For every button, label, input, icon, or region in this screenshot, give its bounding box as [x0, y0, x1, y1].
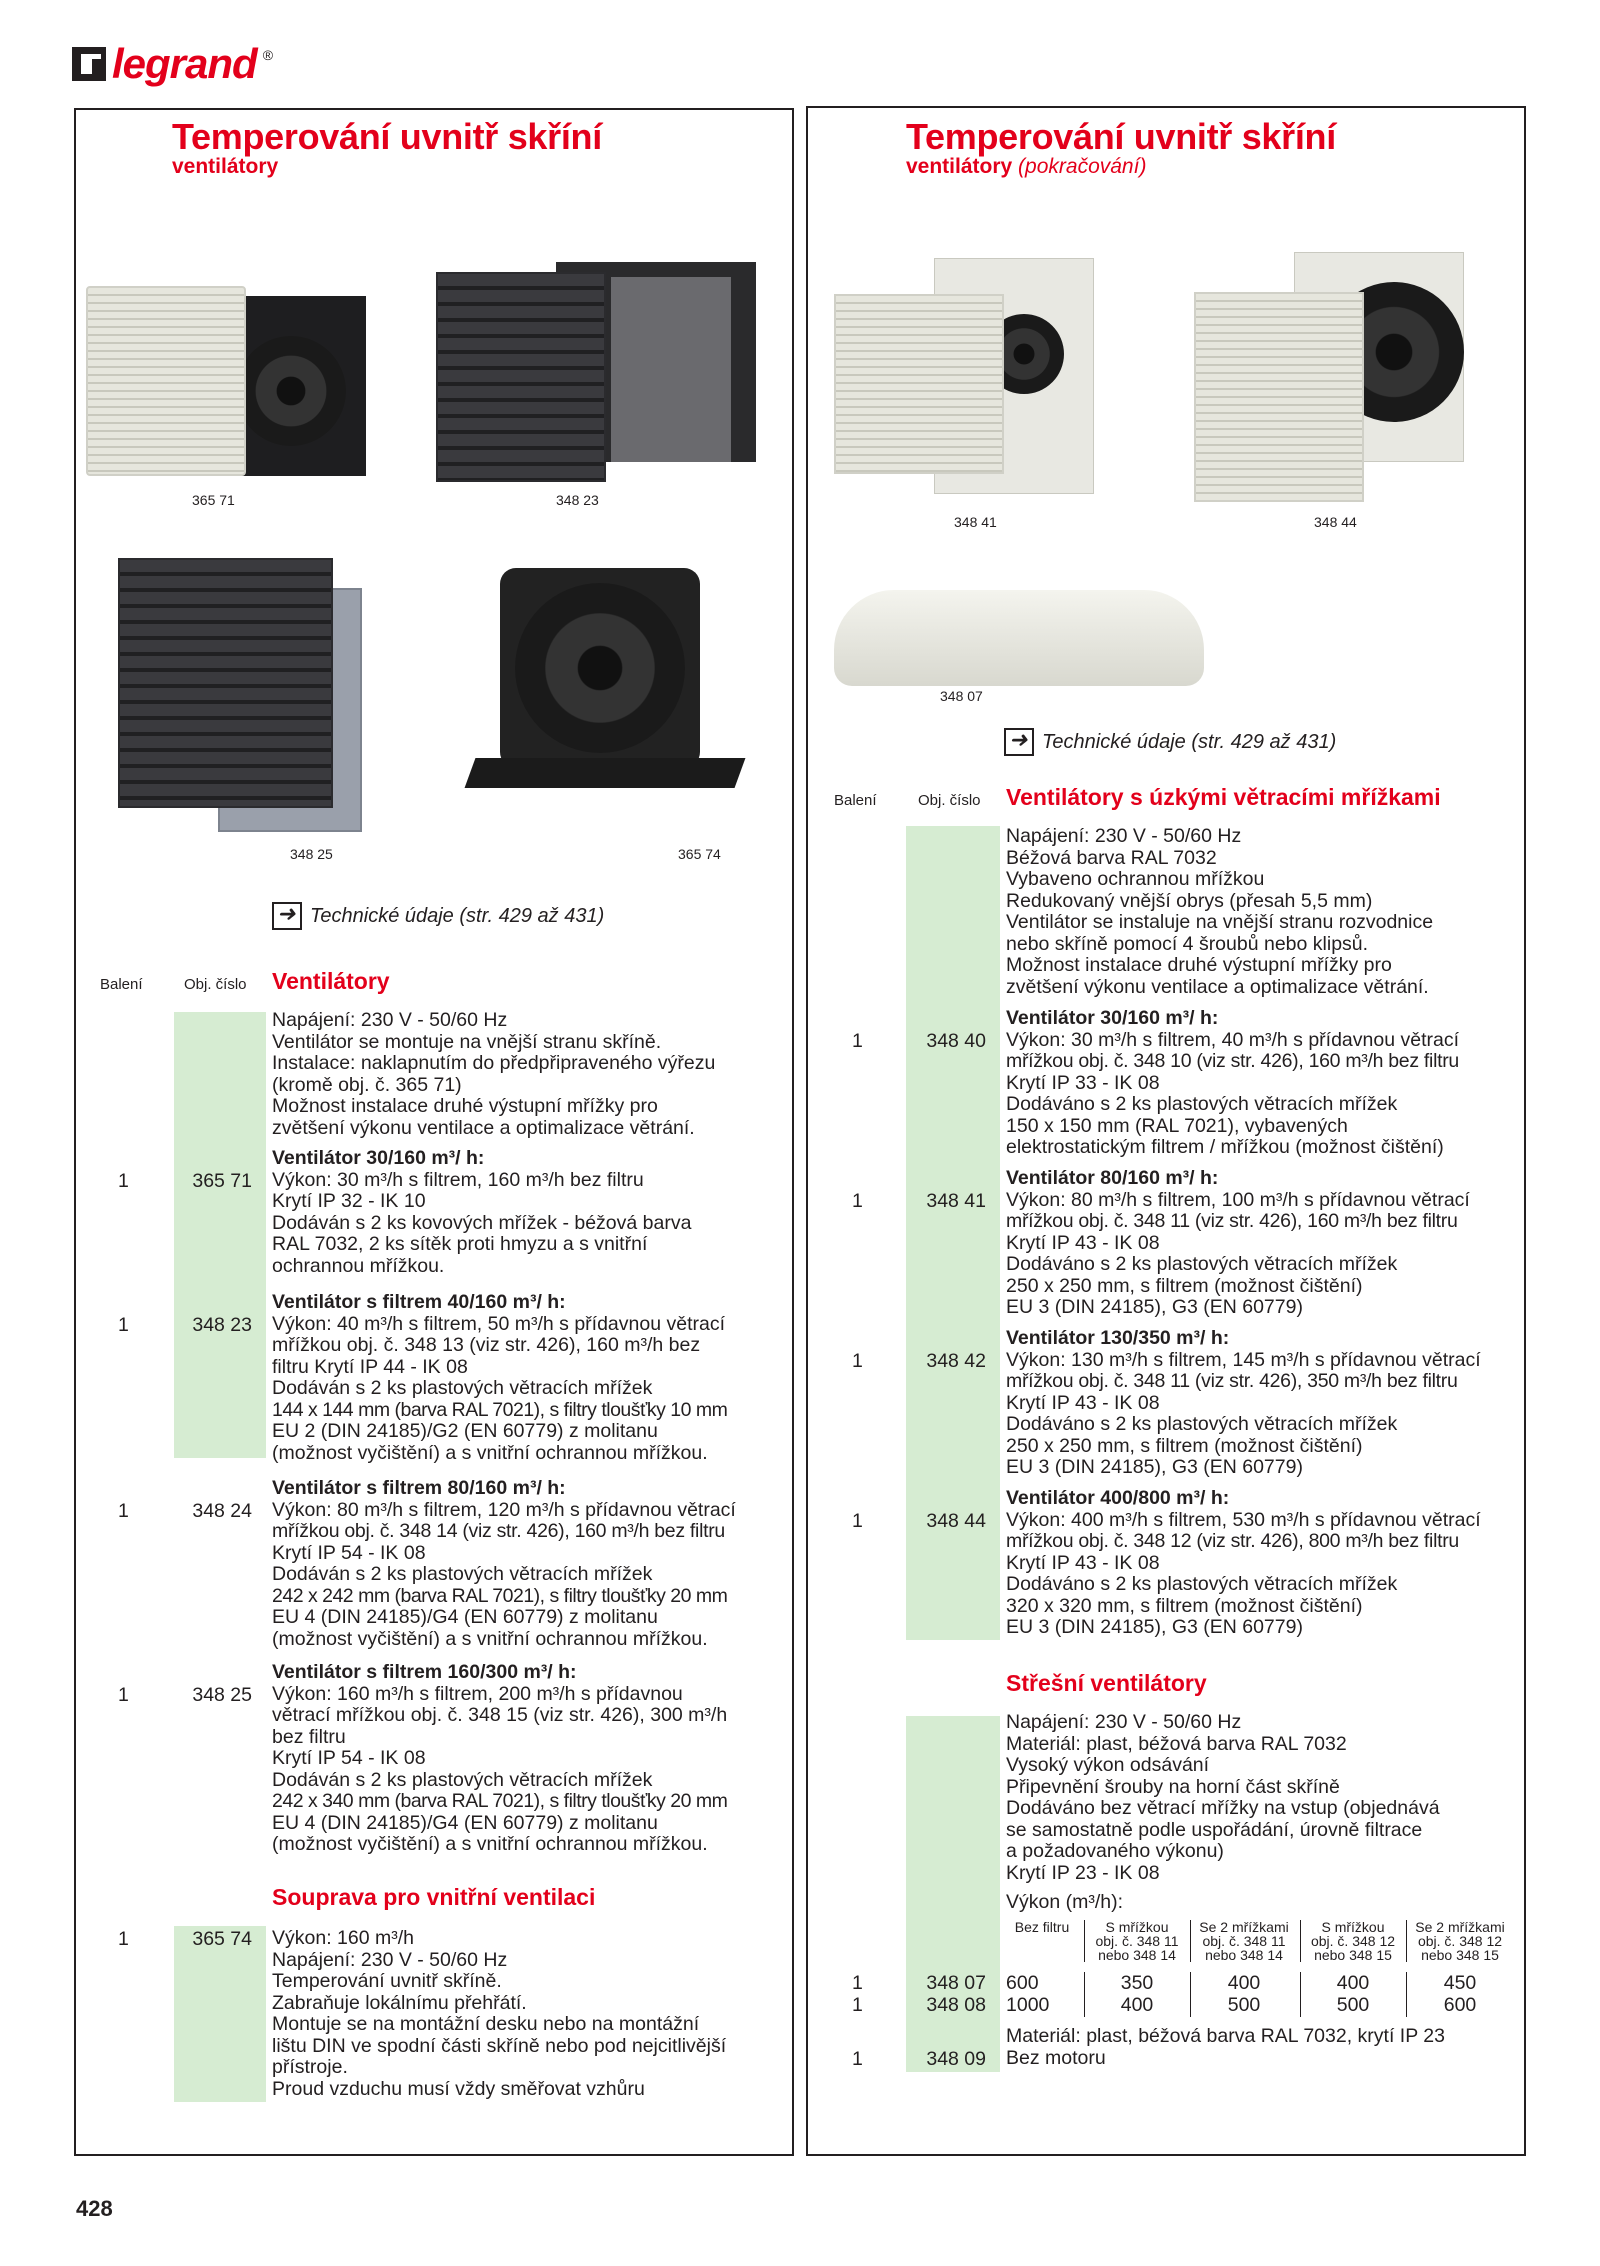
item-line: 250 x 250 mm, s filtrem (možnost čištění): [1006, 1274, 1363, 1297]
intro-line: Napájení: 230 V - 50/60 Hz: [272, 1009, 508, 1031]
table-header-line: S mřížkou: [1105, 1919, 1169, 1935]
item-line: Dodáváno s 2 ks plastových větracích mřížek: [1006, 1573, 1398, 1595]
intro-line: Připevnění šrouby na horní část skříně: [1006, 1775, 1340, 1798]
intro-line: Dodáváno bez větrací mřížky na vstup (objednává: [1006, 1797, 1440, 1819]
item-heading: Ventilátor 80/160 m³/ h:: [1006, 1167, 1219, 1189]
item-line: Výkon: 40 m³/h s filtrem, 50 m³/h s přídavnou větrací: [272, 1312, 726, 1335]
table-header-col4: [1300, 1920, 1405, 1962]
left-tech-note-text: Technické údaje (str. 429 až 431): [310, 904, 605, 927]
ref-34844: 348 44: [926, 1510, 986, 1532]
item-line: Krytí IP 32 - IK 10: [272, 1190, 426, 1212]
left-col-baleni: Balení: [100, 976, 143, 993]
ref-34823: 348 23: [192, 1314, 252, 1336]
qty-34825: 1: [118, 1684, 129, 1706]
item-line: Temperování uvnitř skříně.: [272, 1970, 502, 1992]
table-header-col2: [1084, 1920, 1189, 1962]
item-line: 320 x 320 mm, s filtrem (možnost čištění): [1006, 1594, 1363, 1617]
item-34841: [1006, 1168, 1470, 1319]
item-line: Proud vzduchu musí vždy směřovat vzhůru: [272, 2077, 645, 2100]
ref-34809: 348 09: [926, 2048, 986, 2070]
item-line: Napájení: 230 V - 50/60 Hz: [272, 1948, 508, 1971]
left-section2-title: Souprava pro vnitřní ventilaci: [272, 1884, 596, 1910]
item-line: 150 x 150 mm (RAL 7021), vybavených: [1006, 1114, 1348, 1137]
intro-line: Možnost instalace druhé výstupní mřížky pro: [1006, 954, 1392, 976]
qty-34809: 1: [852, 2048, 863, 2070]
item-line: větrací mřížkou obj. č. 348 15 (viz str. 426), 300 m³/h: [272, 1704, 728, 1726]
item-36574: [272, 1928, 726, 2100]
ref-36571: 365 71: [192, 1170, 252, 1192]
intro-line: Instalace: naklapnutím do předpřipraveného výřezu: [272, 1052, 716, 1074]
ref-34842: 348 42: [926, 1350, 986, 1372]
item-line: mřížkou obj. č. 348 13 (viz str. 426), 160 m³/h bez: [272, 1334, 701, 1356]
product-image-34844: [1194, 252, 1450, 508]
intro-line: Redukovaný vnější obrys (přesah 5,5 mm): [1006, 889, 1373, 912]
caption-34807: 348 07: [940, 688, 983, 704]
caption-34841: 348 41: [954, 514, 997, 530]
item-line: 144 x 144 mm (barva RAL 7021), s filtry tloušťky 10 mm: [272, 1398, 728, 1421]
item-line: (možnost vyčištění) a s vnitřní ochrannou mřížkou.: [272, 1833, 708, 1855]
item-line: Dodáváno s 2 ks plastových větracích mřížek: [1006, 1253, 1398, 1275]
intro-line: Napájení: 230 V - 50/60 Hz: [1006, 825, 1242, 847]
item-line: Výkon: 130 m³/h s filtrem, 145 m³/h s přídavnou větrací: [1006, 1348, 1481, 1371]
intro-line: zvětšení výkonu ventilace a optimalizace větrání.: [272, 1116, 695, 1139]
table-cell: 400: [1300, 1972, 1405, 1995]
arrow-book-icon: [272, 902, 302, 930]
item-heading: Ventilátor 400/800 m³/ h:: [1006, 1487, 1230, 1509]
item-line: mřížkou obj. č. 348 12 (viz str. 426), 800 m³/h bez filtru: [1006, 1530, 1459, 1552]
item-line: Dodáván s 2 ks plastových větracích mřížek: [272, 1377, 653, 1399]
left-col-obj: Obj. číslo: [184, 976, 247, 993]
table-header-line: obj. č. 348 12: [1310, 1933, 1396, 1949]
item-line: Krytí IP 43 - IK 08: [1006, 1551, 1160, 1574]
table-cell: 500: [1300, 1994, 1405, 2017]
intro-line: (kromě obj. č. 365 71): [272, 1073, 462, 1096]
qty-34824: 1: [118, 1500, 129, 1522]
caption-34844: 348 44: [1314, 514, 1357, 530]
item-line: (možnost vyčištění) a s vnitřní ochrannou mřížkou.: [272, 1627, 708, 1650]
ref-34807: 348 07: [926, 1972, 986, 1994]
left-tech-note: [272, 902, 604, 930]
item-34824: [272, 1478, 736, 1650]
right-section1-intro: [1006, 826, 1433, 998]
item-line: RAL 7032, 2 ks sítěk proti hmyzu a s vnitřní: [272, 1233, 648, 1255]
item-line: Krytí IP 43 - IK 08: [1006, 1231, 1160, 1254]
table-header-line: Se 2 mřížkami: [1199, 1919, 1289, 1935]
performance-title: Výkon (m³/h):: [1006, 1891, 1124, 1913]
right-subtitle: [906, 155, 1146, 179]
brand-name: legrand: [112, 40, 257, 87]
intro-line: a požadovaného výkonu): [1006, 1840, 1224, 1862]
intro-line: Ventilátor se montuje na vnější stranu skříně.: [272, 1030, 662, 1053]
item-line: 242 x 242 mm (barva RAL 7021), s filtry tloušťky 20 mm: [272, 1584, 728, 1607]
right-col-baleni: Balení: [834, 792, 877, 809]
item-line: (možnost vyčištění) a s vnitřní ochrannou mřížkou.: [272, 1441, 708, 1464]
right-section2-intro: [1006, 1712, 1440, 1914]
item-line: Výkon: 160 m³/h: [272, 1927, 414, 1949]
item-line: filtru Krytí IP 44 - IK 08: [272, 1355, 468, 1378]
left-ref-column-bg: [174, 1012, 266, 1458]
table-header-col5: [1406, 1920, 1513, 1962]
caption-34825: 348 25: [290, 846, 333, 862]
table-header-line: Bez filtru: [1014, 1919, 1070, 1935]
item-line: Krytí IP 54 - IK 08: [272, 1541, 426, 1564]
item-heading: Ventilátor s filtrem 40/160 m³/ h:: [272, 1291, 566, 1313]
ref-34840: 348 40: [926, 1030, 986, 1052]
table-cell: 600: [1006, 1972, 1039, 1994]
product-image-34825: [118, 558, 358, 834]
item-34809: [1006, 2026, 1445, 2069]
intro-line: Ventilátor se instaluje na vnější stranu rozvodnice: [1006, 911, 1434, 933]
table-header-line: obj. č. 348 12: [1417, 1933, 1503, 1949]
item-line: Dodáván s 2 ks kovových mřížek - béžová barva: [272, 1211, 692, 1234]
caption-36574: 365 74: [678, 846, 721, 862]
intro-line: Materiál: plast, béžová barva RAL 7032: [1006, 1732, 1347, 1755]
item-line: Výkon: 80 m³/h s filtrem, 120 m³/h s přídavnou větrací: [272, 1498, 736, 1521]
qty-34807: 1: [852, 1972, 863, 1994]
item-34825: [272, 1662, 727, 1856]
table-header-bez-filtru: [1006, 1920, 1078, 1934]
item-line: Dodáváno s 2 ks plastových větracích mřížek: [1006, 1413, 1398, 1435]
ref-34825: 348 25: [192, 1684, 252, 1706]
item-line: Krytí IP 33 - IK 08: [1006, 1071, 1160, 1094]
item-line: bez filtru: [272, 1725, 346, 1748]
item-line: EU 3 (DIN 24185), G3 (EN 60779): [1006, 1456, 1303, 1478]
item-34844: [1006, 1488, 1481, 1639]
right-subtitle-suffix: (pokračování): [1018, 155, 1147, 178]
intro-line: nebo skříně pomocí 4 šroubů nebo klipsů.: [1006, 932, 1369, 955]
right-subtitle-main: ventilátory: [906, 155, 1013, 178]
table-header-line: nebo 348 14: [1098, 1947, 1176, 1963]
qty-36574: 1: [118, 1928, 129, 1950]
item-heading: Ventilátor s filtrem 80/160 m³/ h:: [272, 1477, 566, 1499]
item-line: mřížkou obj. č. 348 11 (viz str. 426), 160 m³/h bez filtru: [1006, 1210, 1458, 1232]
ref-34808: 348 08: [926, 1994, 986, 2016]
left-section1-intro: [272, 1010, 715, 1139]
table-header-line: S mřížkou: [1321, 1919, 1385, 1935]
table-cell: 600: [1406, 1994, 1513, 2017]
item-line: Dodáván s 2 ks plastových větracích mřížek: [272, 1768, 653, 1791]
item-line: elektrostatickým filtrem / mřížkou (možnost čištění): [1006, 1136, 1444, 1158]
registered-mark: ®: [262, 47, 274, 63]
table-header-col3: [1190, 1920, 1297, 1962]
intro-line: Možnost instalace druhé výstupní mřížky pro: [272, 1095, 658, 1117]
product-image-36571: [86, 286, 286, 486]
table-header-line: obj. č. 348 11: [1202, 1933, 1286, 1949]
intro-line: Krytí IP 23 - IK 08: [1006, 1861, 1160, 1884]
table-header-line: nebo 348 14: [1205, 1947, 1283, 1963]
item-line: mřížkou obj. č. 348 10 (viz str. 426), 160 m³/h bez filtru: [1006, 1050, 1459, 1072]
intro-line: Béžová barva RAL 7032: [1006, 846, 1217, 869]
item-line: Bez motoru: [1006, 2046, 1106, 2069]
item-heading: Ventilátor s filtrem 160/300 m³/ h:: [272, 1661, 577, 1683]
item-34842: [1006, 1328, 1481, 1479]
left-title: Temperování uvnitř skříní: [172, 116, 602, 157]
item-line: Výkon: 30 m³/h s filtrem, 40 m³/h s přídavnou větrací: [1006, 1028, 1460, 1051]
item-heading: Ventilátor 30/160 m³/ h:: [1006, 1007, 1219, 1029]
right-tech-note: [1004, 728, 1336, 756]
qty-34808: 1: [852, 1994, 863, 2016]
item-heading: Ventilátor 130/350 m³/ h:: [1006, 1327, 1230, 1349]
right-tech-note-text: Technické údaje (str. 429 až 431): [1042, 730, 1337, 753]
ref-34841: 348 41: [926, 1190, 986, 1212]
item-36571: [272, 1148, 691, 1277]
item-line: Materiál: plast, béžová barva RAL 7032, krytí IP 23: [1006, 2025, 1445, 2047]
table-cell: 500: [1190, 1994, 1297, 2017]
left-section1-title: Ventilátory: [272, 968, 390, 994]
right-section2-title: Střešní ventilátory: [1006, 1670, 1207, 1696]
item-line: Krytí IP 43 - IK 08: [1006, 1391, 1160, 1414]
item-line: Montuje se na montážní desku nebo na montážní: [272, 2013, 700, 2035]
item-34823: [272, 1292, 727, 1464]
product-image-36574: [470, 558, 750, 824]
legrand-logo: [72, 40, 273, 88]
left-ref-column-bg-2: [174, 1926, 266, 2102]
item-line: Výkon: 400 m³/h s filtrem, 530 m³/h s přídavnou větrací: [1006, 1508, 1481, 1531]
intro-line: Vybaveno ochrannou mřížkou: [1006, 868, 1265, 890]
product-image-34823: [436, 262, 776, 482]
page-number: 428: [76, 2196, 113, 2221]
qty-34844: 1: [852, 1510, 863, 1532]
ref-36574: 365 74: [192, 1928, 252, 1950]
item-line: EU 3 (DIN 24185), G3 (EN 60779): [1006, 1296, 1303, 1318]
item-34840: [1006, 1008, 1459, 1159]
item-line: Výkon: 30 m³/h s filtrem, 160 m³/h bez filtru: [272, 1168, 644, 1191]
right-title: Temperování uvnitř skříní: [906, 116, 1336, 157]
qty-34823: 1: [118, 1314, 129, 1336]
item-line: Krytí IP 54 - IK 08: [272, 1747, 426, 1769]
qty-36571: 1: [118, 1170, 129, 1192]
ref-34824: 348 24: [192, 1500, 252, 1522]
arrow-book-icon: [1004, 728, 1034, 756]
item-line: přístroje.: [272, 2056, 348, 2078]
item-heading: Ventilátor 30/160 m³/ h:: [272, 1147, 485, 1169]
item-line: EU 4 (DIN 24185)/G4 (EN 60779) z molitanu: [272, 1811, 658, 1834]
intro-line: se samostatně podle uspořádání, úrovně filtrace: [1006, 1818, 1423, 1841]
item-line: EU 2 (DIN 24185)/G2 (EN 60779) z molitanu: [272, 1420, 658, 1442]
item-line: 250 x 250 mm, s filtrem (možnost čištění): [1006, 1434, 1363, 1457]
item-line: Výkon: 160 m³/h s filtrem, 200 m³/h s přídavnou: [272, 1682, 683, 1705]
item-line: Dodáváno s 2 ks plastových větracích mřížek: [1006, 1093, 1398, 1115]
logo-mark-icon: [72, 47, 106, 81]
table-header-line: obj. č. 348 11: [1095, 1933, 1179, 1949]
intro-line: Vysoký výkon odsávání: [1006, 1754, 1210, 1776]
product-image-34807: [834, 590, 1204, 686]
caption-34823: 348 23: [556, 492, 599, 508]
right-col-obj: Obj. číslo: [918, 792, 981, 809]
qty-34841: 1: [852, 1190, 863, 1212]
table-cell: 400: [1084, 1994, 1189, 2017]
item-line: 242 x 340 mm (barva RAL 7021), s filtry tloušťky 20 mm: [272, 1790, 728, 1812]
table-cell: 400: [1190, 1972, 1297, 1995]
intro-line: zvětšení výkonu ventilace a optimalizace větrání.: [1006, 975, 1429, 998]
table-cell: 1000: [1006, 1994, 1050, 2016]
item-line: EU 4 (DIN 24185)/G4 (EN 60779) z molitanu: [272, 1606, 658, 1628]
item-line: EU 3 (DIN 24185), G3 (EN 60779): [1006, 1616, 1303, 1638]
left-subtitle: ventilátory: [172, 155, 279, 178]
right-section1-title: Ventilátory s úzkými větracími mřížkami: [1006, 784, 1441, 810]
qty-34842: 1: [852, 1350, 863, 1372]
caption-36571: 365 71: [192, 492, 235, 508]
product-image-34841: [834, 254, 1104, 502]
table-cell: 350: [1084, 1972, 1189, 1995]
right-ref-column-bg-2: [906, 1716, 1000, 2072]
item-line: lištu DIN ve spodní části skříně nebo pod nejcitlivější: [272, 2034, 727, 2057]
intro-line: Napájení: 230 V - 50/60 Hz: [1006, 1711, 1242, 1733]
table-cell: 450: [1406, 1972, 1513, 1995]
item-line: Dodáván s 2 ks plastových větracích mřížek: [272, 1563, 653, 1585]
qty-34840: 1: [852, 1030, 863, 1052]
table-header-line: Se 2 mřížkami: [1415, 1919, 1505, 1935]
table-header-line: nebo 348 15: [1314, 1947, 1392, 1963]
item-line: Zabraňuje lokálnímu přehřátí.: [272, 1991, 527, 2014]
item-line: mřížkou obj. č. 348 11 (viz str. 426), 350 m³/h bez filtru: [1006, 1370, 1458, 1392]
item-line: Výkon: 80 m³/h s filtrem, 100 m³/h s přídavnou větrací: [1006, 1188, 1470, 1211]
item-line: ochrannou mřížkou.: [272, 1254, 445, 1277]
table-header-line: nebo 348 15: [1421, 1947, 1499, 1963]
item-line: mřížkou obj. č. 348 14 (viz str. 426), 160 m³/h bez filtru: [272, 1520, 725, 1542]
